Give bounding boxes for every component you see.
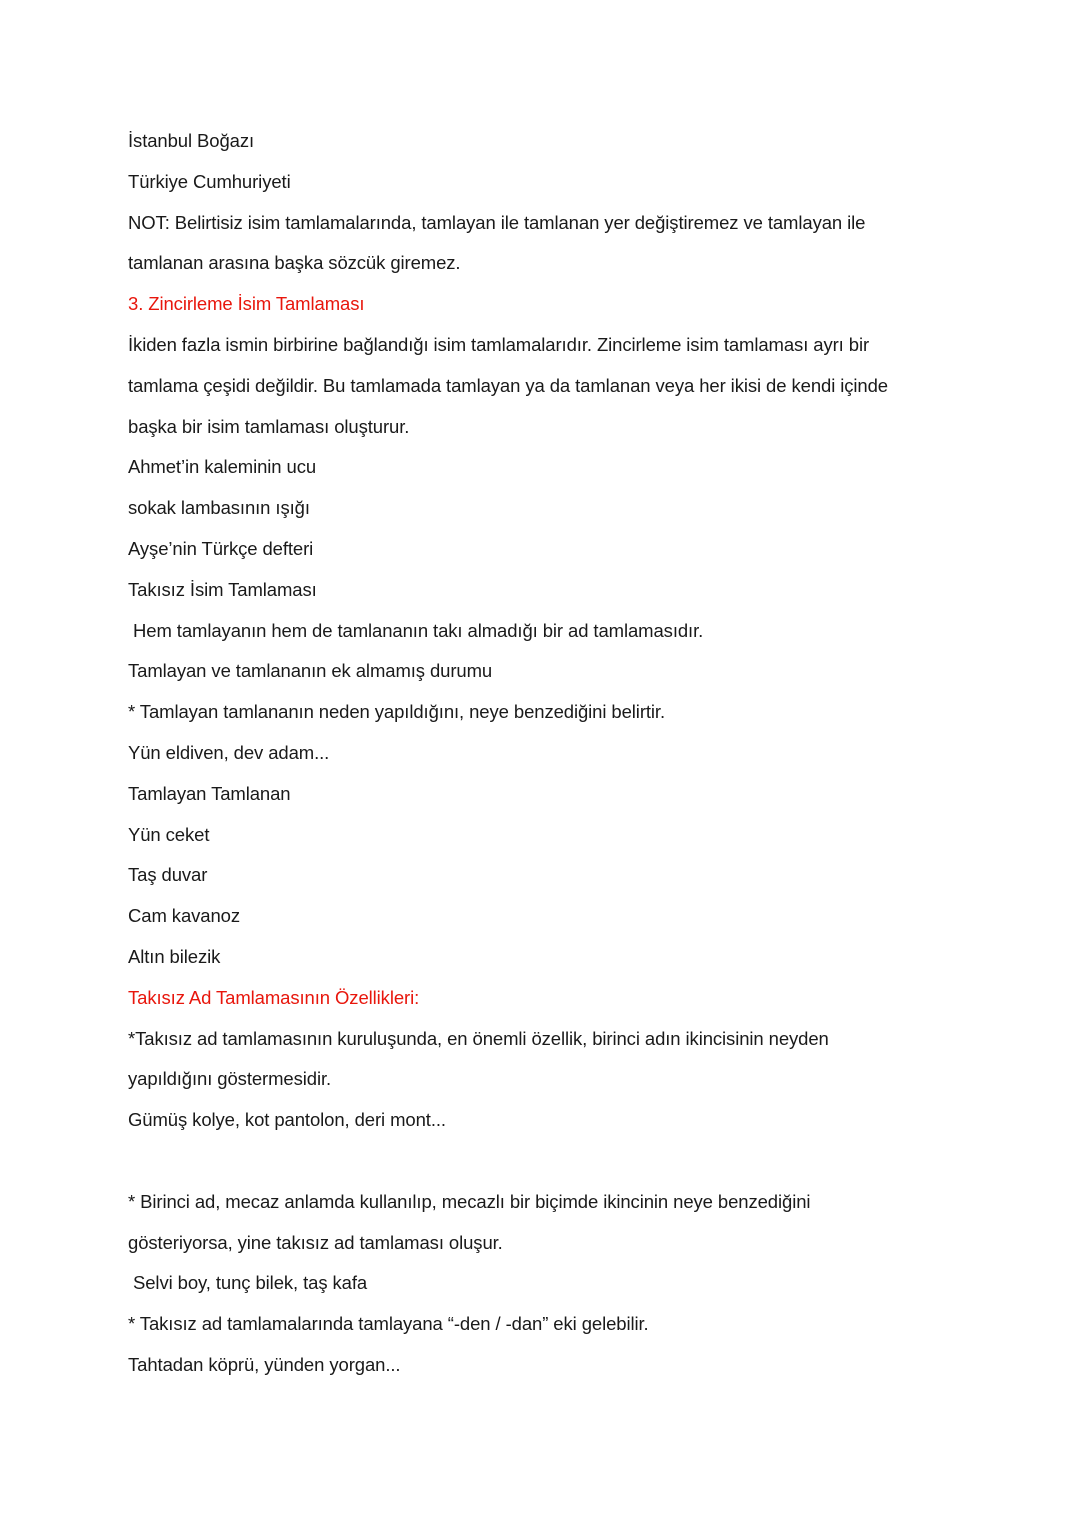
note-line-2: tamlanan arasına başka sözcük giremez. [128,252,461,274]
example-turkiye-cumhuriyeti: Türkiye Cumhuriyeti [128,170,291,192]
example-ayse: Ayşe’nin Türkçe defteri [128,537,314,559]
example-tahtadan-kopru: Tahtadan köprü, yünden yorgan... [128,1353,401,1375]
example-altin-bilezik: Altın bilezik [128,945,221,967]
description-takisiz: Tamlayan ve tamlananın ek almamış durumu [128,660,493,682]
example-yun-ceket: Yün ceket [128,823,210,845]
blank-line [128,1141,928,1182]
bullet-neden-yapildigini: * Tamlayan tamlananın neden yapıldığını, neye benzediğini belirtir. [128,701,666,723]
example-selvi-boy: Selvi boy, tunç bilek, taş kafa [133,1272,368,1294]
table-header-tamlayan-tamlanan: Tamlayan Tamlanan [128,782,291,804]
property-2-line-2: gösteriyorsa, yine takısız ad tamlaması oluşur. [128,1231,503,1253]
section-heading-zincirleme: 3. Zincirleme İsim Tamlaması [128,293,365,315]
section-heading-ozellikler: Takısız Ad Tamlamasının Özellikleri: [128,986,420,1008]
example-istanbul-bogazi: İstanbul Boğazı [128,130,255,151]
property-1-line-2: yapıldığını göstermesidir. [128,1068,332,1090]
property-1-line-1: *Takısız ad tamlamasının kuruluşunda, en önemli özellik, birinci adın ikincisinin neyden [128,1027,829,1049]
example-tas-duvar: Taş duvar [128,864,208,886]
example-cam-kavanoz: Cam kavanoz [128,905,241,927]
example-gumus-kolye: Gümüş kolye, kot pantolon, deri mont... [128,1109,446,1131]
subheading-takisiz: Takısız İsim Tamlaması [128,578,317,600]
example-sokak: sokak lambasının ışığı [128,497,310,519]
document-body [128,121,928,1386]
definition-takisiz: Hem tamlayanın hem de tamlananın takı almadığı bir ad tamlamasıdır. [133,619,704,641]
property-3: * Takısız ad tamlamalarında tamlayana “-den / -dan” eki gelebilir. [128,1313,649,1335]
example-yun-eldiven: Yün eldiven, dev adam... [128,741,330,763]
property-2-line-1: * Birinci ad, mecaz anlamda kullanılıp, mecazlı bir biçimde ikincinin neye benzediğini [128,1190,811,1212]
paragraph-zincirleme-line-1: İkiden fazla ismin birbirine bağlandığı isim tamlamalarıdır. Zincirleme isim tamlaması ayrı bir [128,333,870,355]
paragraph-zincirleme-line-3: başka bir isim tamlaması oluşturur. [128,415,410,437]
note-line-1: NOT: Belirtisiz isim tamlamalarında, tamlayan ile tamlanan yer değiştiremez ve tamlayan ile [128,211,866,233]
paragraph-zincirleme-line-2: tamlama çeşidi değildir. Bu tamlamada tamlayan ya da tamlanan veya her ikisi de kendi içinde [128,374,888,396]
example-ahmet: Ahmet’in kaleminin ucu [128,456,317,478]
